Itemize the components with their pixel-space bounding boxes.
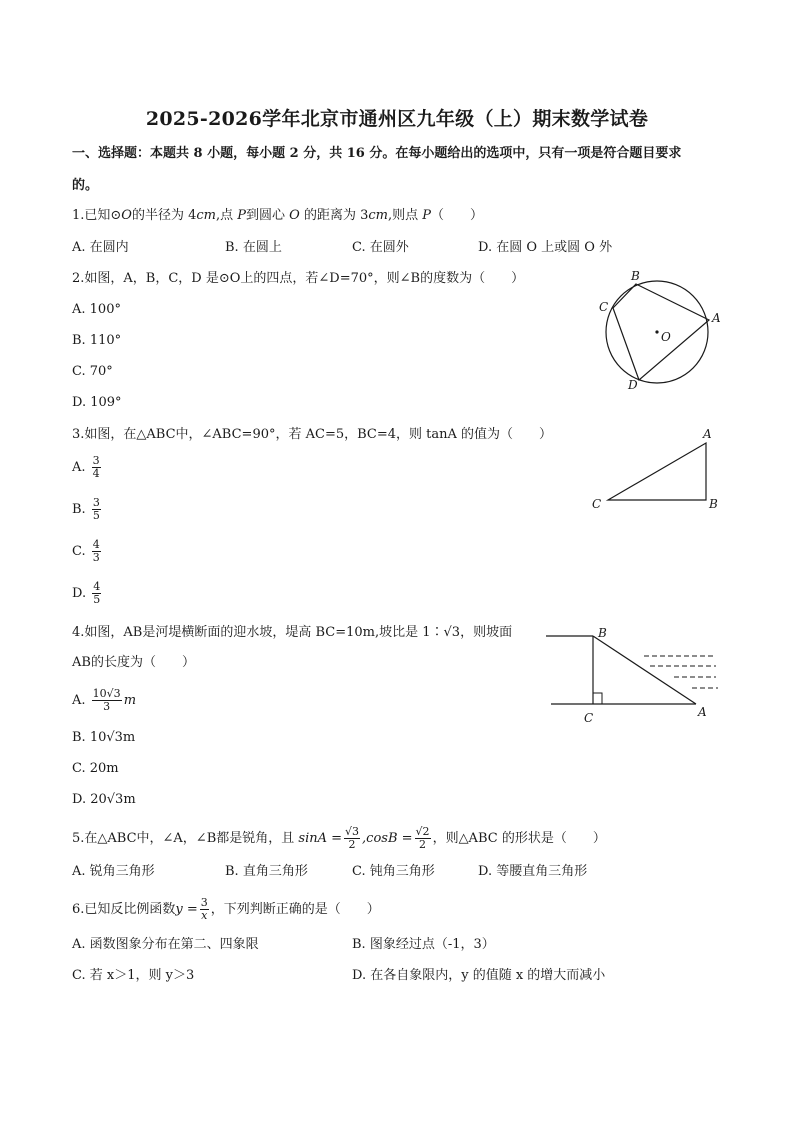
q3-stem: 3.如图，在△ABC中，∠ABC=90°，若 AC=5，BC=4，则 tanA 的值为（ ） [72,427,553,442]
label-b: B [598,626,607,640]
q3-option-b: B. $\frac{3}{5}$ [72,496,100,522]
q5-option-b: B. 直角三角形 [225,864,308,879]
q3-triangle-figure [588,425,728,515]
label-a: A [698,705,707,719]
q4-option-d: D. 20√3m [72,792,136,807]
q4-stem-line1: 4.如图，AB是河堤横断面的迎水坡，堤高 BC=10m,坡比是 1∶√3，则坡面 [72,625,513,640]
q1-option-d: D. 在圆 O 上或圆 O 外 [478,240,613,255]
q6-stem: 6.已知反比例函数y = $\frac{3}{x}$ ，下列判断正确的是（ ） [72,896,380,922]
q4-option-a: A. $\frac{10√3}{3}$ m [72,687,137,713]
fraction: $\frac{4}{5}$ [93,580,101,606]
label-a: A [703,427,712,441]
q1-option-b: B. 在圆上 [225,240,282,255]
q6-option-b: B. 图象经过点（-1，3） [352,937,495,952]
q3-option-d: D. $\frac{4}{5}$ [72,580,101,606]
label-c: C [599,300,609,314]
label-b: B [709,497,718,511]
q2-circle-figure [596,270,736,395]
q3-option-a: A. $\frac{3}{4}$ [72,454,100,480]
q3-option-c: C. $\frac{4}{3}$ [72,538,100,564]
fraction: $\frac{3}{5}$ [92,496,100,522]
q2-option-c: C. 70° [72,364,113,379]
q5-stem: 5.在△ABC中，∠A，∠B都是锐角，且 sinA = $\frac{√3}{2}$ ,cosB = $\frac{√2}{2}$ ，则△ABC 的形状是（ ） [72,825,606,851]
label-o: O [661,330,671,344]
fraction: $\frac{4}{3}$ [92,538,100,564]
fraction: $\frac{√3}{2}$ [345,825,360,851]
fraction: $\frac{3}{4}$ [92,454,100,480]
q4-option-c: C. 20m [72,761,119,776]
q4-option-b: B. 10√3m [72,730,136,745]
label-c: C [592,497,602,511]
q6-option-a: A. 函数图象分布在第二、四象限 [72,937,259,952]
fraction: $\frac{3}{x}$ [200,896,208,922]
slope-ab [593,636,696,704]
q1-stem: 1.已知⊙O的半径为 4cm,点 P到圆心 O 的距离为 3cm,则点 P（ ） [72,208,483,223]
section-heading-line1: 一、选择题：本题共 8 小题，每小题 2 分，共 16 分。在每小题给出的选项中，只有一项是符合题目要求 [72,146,682,161]
q2-option-a: A. 100° [72,302,121,317]
exam-title: 2025-2026学年北京市通州区九年级（上）期末数学试卷 [145,108,649,130]
label-d: D [628,378,638,392]
q5-option-a: A. 锐角三角形 [72,864,155,879]
q6-option-d: D. 在各自象限内，y 的值随 x 的增大而减小 [352,968,606,983]
q5-option-d: D. 等腰直角三角形 [478,864,588,879]
q2-option-b: B. 110° [72,333,122,348]
fraction: $\frac{√2}{2}$ [415,825,430,851]
center-dot [655,330,658,333]
right-angle-mark [593,693,602,704]
label-a: A [712,311,721,325]
triangle-abc [608,443,706,500]
fraction: $\frac{10√3}{3}$ [92,687,121,713]
section-heading-line2: 的。 [72,178,99,193]
label-b: B [631,269,640,283]
label-c: C [584,711,594,725]
q2-option-d: D. 109° [72,395,122,410]
q6-option-c: C. 若 x＞1，则 y＞3 [72,968,195,983]
q1-option-c: C. 在圆外 [352,240,409,255]
q4-stem-line2: AB的长度为（ ） [72,655,195,670]
q4-slope-figure [544,622,729,727]
q1-option-a: A. 在圆内 [72,240,129,255]
q5-option-c: C. 钝角三角形 [352,864,435,879]
q2-stem: 2.如图，A，B，C，D 是⊙O上的四点，若∠D=70°，则∠B的度数为（ ） [72,271,525,286]
